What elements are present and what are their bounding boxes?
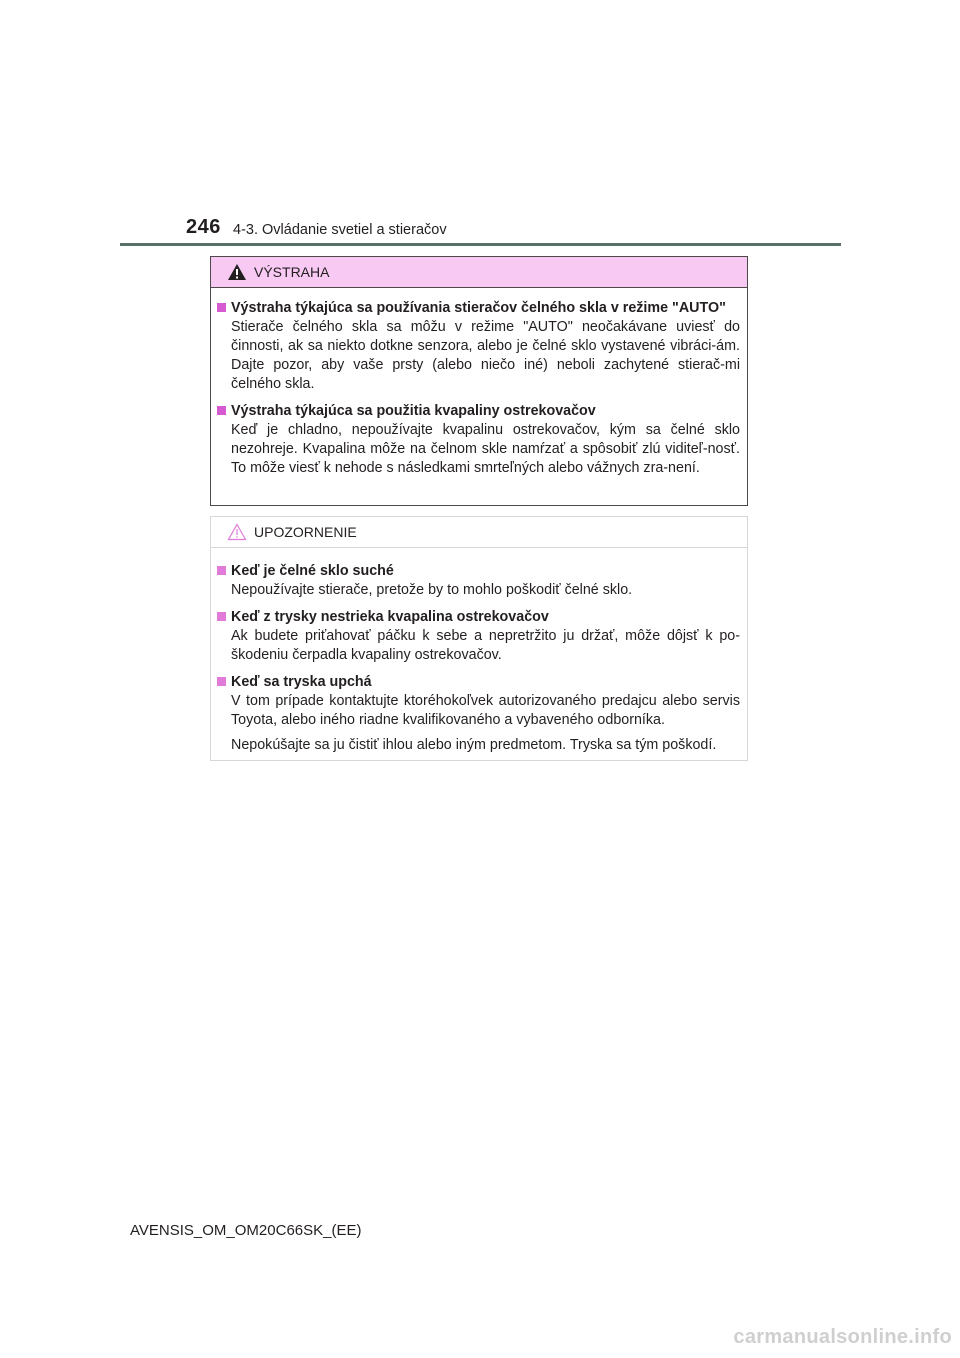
warning-item [217,401,740,478]
caution-item-text: V tom prípade kontaktujte ktoréhokoľvek autorizovaného predajcu alebo servis Toyota, alebo iného riadne kvalifikovaného a vybaveného odborníka. [231,693,740,728]
warning-item-title: Výstraha týkajúca sa používania stieračov čelného skla v režime "AUTO" [231,300,726,316]
caution-item-extra-text: Nepokúšajte sa ju čistiť ihlou alebo iným predmetom. Tryska sa tým poškodí. [231,737,717,753]
caution-item-text: Ak budete priťahovať páčku k sebe a nepretržito ju držať, môže dôjsť k po-škodeniu čerpadla kvapaliny ostrekovačov. [231,628,740,663]
square-bullet-icon [217,677,226,686]
page-number: 246 [186,216,221,238]
warning-box-header [211,257,747,288]
caution-item-title: Keď je čelné sklo suché [231,563,394,579]
caution-box [210,516,748,761]
warning-box [210,256,748,506]
caution-box-header [211,517,747,548]
square-bullet-icon [217,406,226,415]
watermark-link[interactable]: carmanualsonline.info [733,1326,952,1348]
warning-item-text: Keď je chladno, nepoužívajte kvapalinu ostrekovačov, kým sa čelné sklo nezohreje. Kvapalina môže na čelnom skle namŕzať a spôsobiť zlú viditeľ-nosť. To môže viesť k nehode s následkami smrteľných alebo vážnych zra-není. [231,422,740,476]
header-rule [120,243,841,246]
square-bullet-icon [217,612,226,621]
caution-item-text: Nepoužívajte stierače, pretože by to mohlo poškodiť čelné sklo. [231,582,633,598]
warning-triangle-outline-icon [227,523,247,541]
section-title: 4-3. Ovládanie svetiel a stieračov [233,222,447,238]
warning-label: VÝSTRAHA [254,264,330,280]
caution-item-title: Keď sa tryska upchá [231,674,372,690]
document-code: AVENSIS_OM_OM20C66SK_(EE) [130,1222,362,1239]
caution-item [217,561,740,600]
warning-item-title: Výstraha týkajúca sa použitia kvapaliny ostrekovačov [231,403,596,419]
warning-item-text: Stierače čelného skla sa môžu v režime "AUTO" neočakávane uviesť do činnosti, ak sa niekto dotkne senzora, alebo je čelné sklo vystavené vibráci-ám. Dajte pozor, aby vaše prsty (alebo niečo iné) neboli zachytené stierač-mi čelného skla. [231,319,740,392]
square-bullet-icon [217,566,226,575]
square-bullet-icon [217,303,226,312]
warning-item [217,298,740,394]
caution-label: UPOZORNENIE [254,524,357,540]
caution-item [217,607,740,665]
warning-triangle-filled-icon [227,263,247,281]
caution-item-title: Keď z trysky nestrieka kvapalina ostrekovačov [231,609,549,625]
caution-item [217,672,740,755]
